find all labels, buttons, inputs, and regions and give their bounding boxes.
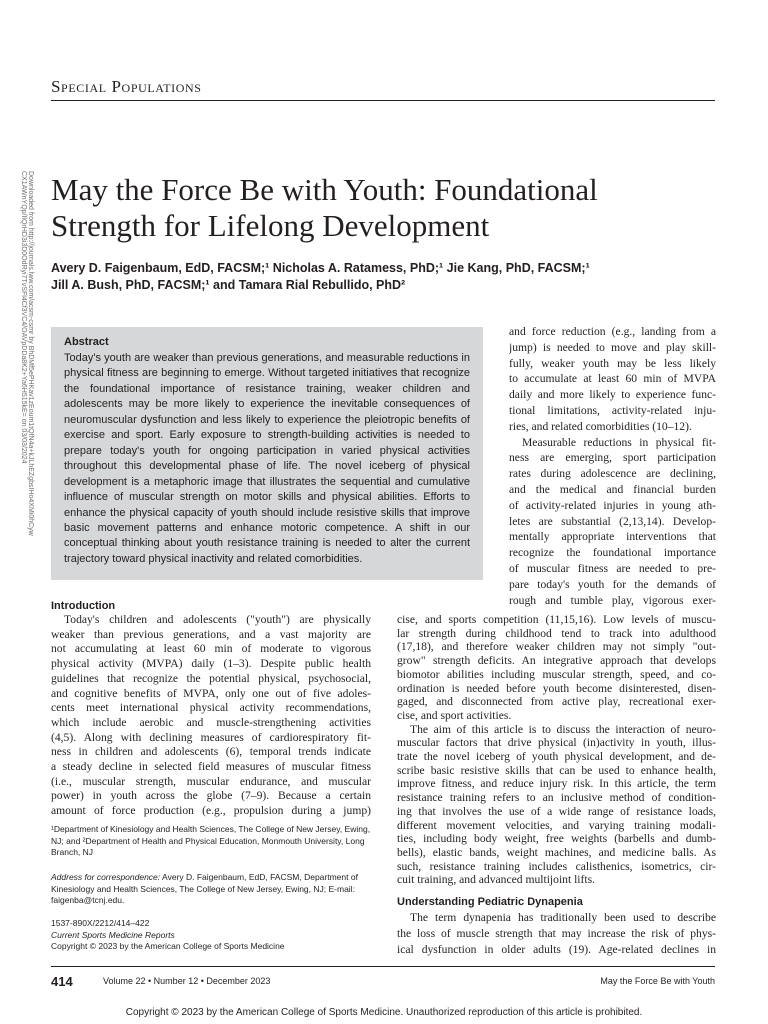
body-line: bells), elastic bands, weight machines, and medicine balls. As: [397, 845, 716, 859]
body-line: scribe basic resistive skills that can be used to enhance health,: [397, 763, 716, 777]
copyright-notice: Copyright © 2023 by the American College of Sports Medicine. Unauthorized reproduction of this article is prohibited.: [125, 1007, 643, 1018]
body-line: guidelines that recognize the potential physical, psychosocial,: [51, 671, 371, 685]
article-title-line-1: May the Force Be with Youth: Foundational: [51, 172, 598, 207]
body-line: mentally appropriate interventions that: [509, 530, 716, 544]
section-heading-dynapenia: Understanding Pediatric Dynapenia: [397, 896, 583, 908]
doi-code: 1537-890X/2212/414–422: [51, 918, 150, 928]
body-line: recognize the foundational importance: [509, 546, 716, 560]
body-line: and the medical and financial burden: [509, 483, 716, 496]
body-line: resistance training refers to an inclusive method of condition-: [397, 791, 716, 805]
journal-name: Current Sports Medicine Reports: [51, 929, 175, 940]
body-line: ness in children and adolescents (6), temporal trends indicate: [51, 745, 371, 759]
body-line: ing that involves the use of a wide range of resistance loads,: [397, 804, 716, 818]
download-note-line-1: Downloaded from http://journals.lww.com/acsm-csmr by BhDMf5ePHKav1zEoum1tQfN4a+kJLhEZgbsIHo4XMi0hCyw: [27, 171, 34, 536]
journal-copyright: Copyright © 2023 by the American College of Sports Medicine: [51, 941, 285, 951]
author-line-2: Jill A. Bush, PhD, FACSM;¹ and Tamara Rial Rebullido, PhD²: [51, 278, 406, 292]
body-line: (i.e., muscular strength, muscular endurance, and muscular: [51, 774, 371, 788]
page-number: 414: [51, 974, 73, 989]
correspondence-address: [51, 872, 381, 907]
body-line: and force reduction (e.g., landing from a: [509, 325, 716, 338]
body-line: ries, and related comorbidities (10–12).: [509, 419, 692, 433]
download-note-line-2: CX1AWnYQp/IlQrHD3i3D0OdRyi7TvSFl4Cf3VC4/OAVpDDa8K2+Ya6H515kE= on 03/03/2024: [20, 171, 27, 464]
abstract-text: Today's youth are weaker than previous generations, and measurable reductions in physical fitness are beginning to emerge. Without targeted initiatives that recognize the foundational importance of resistance training, weaker children and adolescents may be more likely to experience the inevitable consequences of neuromuscular dysfunction and less likely to experience the pleiotropic benefits of exercise and sport. Early exposure to strength-building activities is needed to prepare today's youth for ongoing participation in varied physical activities throughout this developmental phase of life. The novel iceberg of physical development is a metaphoric image that illustrates the sequential and cumulative influence of muscular strength on motor skills and physical abilities. Efforts to enhance the physical capacity of youth should include resistive skills that improve basic movement patterns and enhance motoric competence. A shift in our conceptual thinking about youth resistance training is needed to alter the current trajectory toward physical inactivity and related comorbidities.: [64, 352, 470, 565]
correspondence-label: Address for correspondence:: [51, 872, 161, 882]
article-title: [51, 172, 691, 244]
body-line: power) in youth across the globe (7–9). Because a certain: [51, 789, 371, 803]
body-line: lar strength during childhood tend to track into adulthood: [397, 626, 716, 640]
body-line: of muscular fitness are needed to pre-: [509, 562, 716, 575]
abstract-heading: Abstract: [64, 336, 109, 348]
body-line: grow" strength deficits. An integrative approach that develops: [397, 654, 716, 668]
body-line: a steady decline in selected field measures of muscular fitness: [51, 760, 371, 773]
body-line: ical dysfunction in older adults (19). Age-related declines in: [397, 943, 716, 956]
correspondence-text: Avery D. Faigenbaum, EdD, FACSM, Department of Kinesiology and Health Sciences, The College of New Jersey, Ewing, NJ; E-mail: faigenba@tcnj.edu.: [51, 872, 358, 905]
header-rule: [51, 100, 715, 101]
section-heading-introduction: Introduction: [51, 600, 116, 612]
body-line: cise, and sports competition (11,15,16). Low levels of muscu-: [397, 613, 716, 626]
body-line: rates during adolescence are declining,: [509, 467, 716, 481]
download-note: [20, 171, 34, 616]
body-line: amount of force production (e.g., propulsion during a jump): [51, 804, 371, 818]
body-line: Today's children and adolescents ("youth") are physically: [64, 613, 371, 626]
body-line: daily and more likely to experience func-: [509, 388, 716, 402]
running-title: May the Force Be with Youth: [600, 976, 715, 986]
body-line: The aim of this article is to discuss the interaction of neuro-: [410, 722, 716, 736]
body-line: muscular factors that drive physical (in)activity in youth, illus-: [397, 736, 716, 750]
body-line: ties, including body weight, free weights (barbells and dumb-: [397, 832, 716, 846]
body-line: jump) is needed to move and play skill-: [509, 340, 716, 354]
body-line: the loss of muscle strength that may increase the risk of phys-: [397, 927, 716, 940]
body-line: which include aerobic and muscle-strengthening activities: [51, 715, 371, 729]
body-line: of activity-related injuries in young ath-: [509, 498, 716, 512]
body-line: cents meet international physical activity recommendations,: [51, 701, 371, 715]
body-line: cise, and sport activities.: [397, 708, 512, 722]
body-line: cuit training, and advanced multijoint lifts.: [397, 873, 596, 887]
author-line-1: Avery D. Faigenbaum, EdD, FACSM;¹ Nicholas A. Ratamess, PhD;¹ Jie Kang, PhD, FACSM;¹: [51, 261, 590, 275]
body-line: ness are emerging, sport participation: [509, 451, 716, 465]
body-line: gaged, and disconnected from active play, recreational exer-: [397, 695, 716, 709]
body-line: letes are substantial (2,13,14). Develop-: [509, 514, 716, 528]
body-line: not accumulating at least 60 min of moderate to vigorous: [51, 642, 371, 656]
body-line: trate the novel iceberg of youth physical development, and de-: [397, 750, 716, 763]
body-line: to accumulate at least 60 min of MVPA: [509, 372, 716, 386]
body-line: such, resistance training includes calisthenics, isometrics, cir-: [397, 859, 716, 873]
author-list: [51, 260, 711, 294]
body-line: pare today's youth for the demands of: [509, 577, 716, 591]
section-label: Special Populations: [51, 77, 202, 96]
body-line: fully, weaker youth may be less likely: [509, 356, 716, 370]
body-line: weaker than previous generations, and a vast majority are: [51, 627, 371, 641]
body-line: biomotor abilities including muscular strength, speed, and co-: [397, 667, 716, 681]
article-title-line-2: Strength for Lifelong Development: [51, 208, 490, 243]
body-line: different movement velocities, and varying training modali-: [397, 818, 716, 832]
body-line: physical activity (MVPA) daily (1–3). Despite public health: [51, 657, 371, 671]
body-line: rough and tumble play, vigorous exer-: [509, 593, 716, 607]
issue-info: Volume 22 • Number 12 • December 2023: [103, 976, 271, 986]
body-line: improve fitness, and reduce injury risk. In this article, the term: [397, 777, 716, 791]
body-line: (17,18), and therefore weaker children may not simply "out-: [397, 640, 716, 654]
body-line: and cognitive benefits of MVPA, only one out of five adoles-: [51, 686, 371, 700]
author-affiliations: ¹Department of Kinesiology and Health Sciences, The College of New Jersey, Ewing, NJ; and ²Department of Health and Physical Education, Monmouth University, Long Branch, NJ: [51, 824, 371, 857]
publication-info: [51, 918, 381, 953]
body-line: The term dynapenia has traditionally been used to describe: [410, 911, 716, 924]
body-line: Measurable reductions in physical fit-: [522, 435, 716, 449]
body-line: ordination is needed before youth become disinterested, disen-: [397, 681, 716, 695]
body-line: (4,5). Along with declining measures of cardiorespiratory fit-: [51, 730, 371, 744]
body-line: tional limitations, activity-related inju-: [509, 404, 716, 417]
footer-rule: [51, 966, 715, 967]
